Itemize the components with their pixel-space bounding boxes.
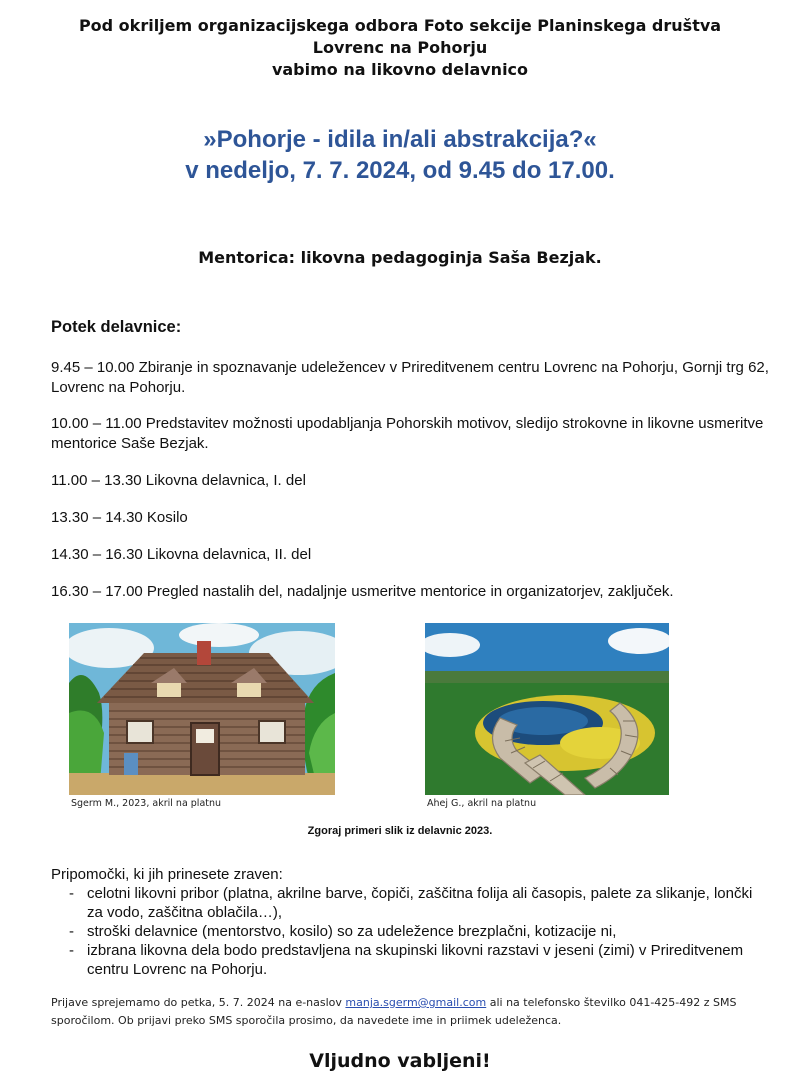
examples-note: Zgoraj primeri slik iz delavnic 2023. — [307, 825, 493, 837]
intro-line-1: Pod okriljem organizacijskega odbora Foto sekcije Planinskega društva — [78, 16, 722, 35]
registration-text-2: ali na telefonsko številko 041-425-492 z SMS sporočilom. Ob prijavi preko SMS sporočila prosimo, da navedete ime in priimek udeleženca. — [51, 996, 737, 1027]
schedule-item: 11.00 – 13.30 Likovna delavnica, I. del — [51, 472, 306, 489]
cabin-painting — [69, 623, 335, 795]
intro-line-3: vabimo na likovno delavnico — [271, 60, 529, 79]
intro-line-2: Lovrenc na Pohorju — [312, 38, 488, 57]
email-link[interactable]: manja.sgerm@gmail.com — [345, 996, 487, 1009]
supplies-section — [51, 865, 771, 979]
left-painting-caption: Sgerm M., 2023, akril na platnu — [71, 798, 222, 809]
schedule-item: 10.00 – 11.00 Predstavitev možnosti upodabljanja Pohorskih motivov, sledijo strokovne in likovne usmeritve mentorice Saše Bezjak. — [51, 415, 764, 452]
schedule-item: 16.30 – 17.00 Pregled nastalih del, nadaljnje usmeritve mentorice in organizatorjev, zaključek. — [51, 583, 674, 600]
registration-info — [51, 994, 756, 1030]
schedule-heading: Potek delavnice: — [51, 318, 182, 336]
list-item: - celotni likovni pribor (platna, akrilne barve, čopiči, zaščitna folija ali časopis, palete za slikanje, lončki za vodo, zaščitna oblačila…), — [69, 884, 771, 922]
schedule-item: 9.45 – 10.00 Zbiranje in spoznavanje udeležencev v Prireditvenem centru Lovrenc na Pohorju, Gornji trg 62, Lovrenc na Pohorju. — [51, 359, 769, 396]
pond-painting — [425, 623, 669, 795]
pond-painting-image — [425, 623, 669, 795]
event-heading — [0, 124, 800, 186]
event-date: v nedeljo, 7. 7. 2024, od 9.45 do 17.00. — [185, 157, 615, 184]
schedule-item: 14.30 – 16.30 Likovna delavnica, II. del — [51, 546, 312, 563]
schedule-item: 13.30 – 14.30 Kosilo — [51, 509, 188, 526]
list-item: - stroški delavnice (mentorstvo, kosilo) so za udeležence brezplačni, kotizacije ni, — [69, 922, 771, 941]
list-item: - izbrana likovna dela bodo predstavljena na skupinski likovni razstavi v jeseni (zimi) v Prireditvenem centru Lovrenc na Pohorju. — [69, 941, 771, 979]
event-title: »Pohorje - idila in/ali abstrakcija?« — [203, 126, 597, 153]
supplies-list — [51, 884, 771, 979]
supplies-intro: Pripomočki, ki jih prinesete zraven: — [51, 866, 283, 883]
cabin-painting-image — [69, 623, 335, 795]
closing-line: Vljudno vabljeni! — [309, 1050, 491, 1072]
right-painting-caption: Ahej G., akril na platnu — [427, 798, 537, 809]
mentor-line: Mentorica: likovna pedagoginja Saša Bezjak. — [198, 248, 602, 267]
organizer-intro — [0, 15, 800, 81]
registration-text-1: Prijave sprejemamo do petka, 5. 7. 2024 na e-naslov — [51, 996, 346, 1009]
